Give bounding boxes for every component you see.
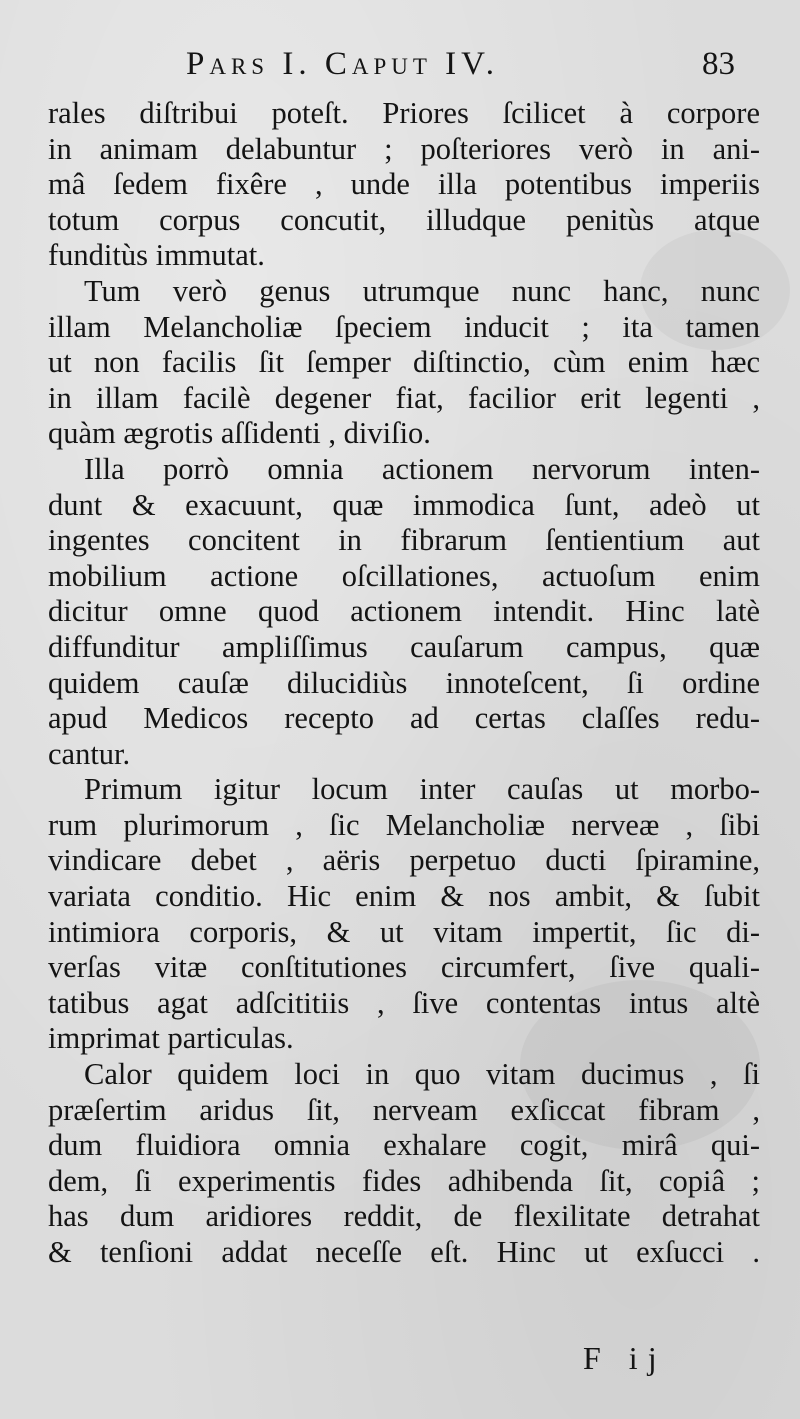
text-line: mâ ſedem fixêre , unde illa potentibus imperiis — [48, 167, 760, 202]
text-line: apud Medicos recepto ad certas claſſes redu- — [48, 701, 760, 736]
text-line: & tenſioni addat neceſſe eſt. Hinc ut exſucci . — [48, 1235, 760, 1269]
running-title: Pars I. Caput IV. — [186, 46, 499, 82]
text-line: vindicare debet , aëris perpetuo ducti ſpiramine, — [48, 843, 760, 878]
body-text — [48, 96, 760, 1271]
text-line: dunt & exacuunt, quæ immodica ſunt, adeò ut — [48, 487, 760, 522]
text-line: quidem cauſæ dilucidiùs innoteſcent, ſi ordine — [48, 665, 760, 700]
page-number: 83 — [702, 46, 735, 82]
page-header — [0, 46, 800, 92]
text-line: dum fluidiora omnia exhalare cogit, mirâ qui- — [48, 1128, 760, 1163]
text-line: diffunditur ampliſſimus cauſarum campus, quæ — [48, 629, 760, 664]
text-line: mobilium actione oſcillationes, actuoſum enim — [48, 558, 760, 593]
signature-mark: F ij — [583, 1340, 667, 1376]
text-line: intimiora corporis, & ut vitam impertit, ſic di- — [48, 914, 760, 949]
text-line: verſas vitæ conſtitutiones circumfert, ſive quali- — [48, 950, 760, 985]
text-line: dicitur omne quod actionem intendit. Hinc latè — [48, 594, 760, 629]
text-line: cantur. — [48, 736, 131, 771]
text-line: dem, ſi experimentis fides adhibenda ſit, copiâ ; — [48, 1163, 760, 1198]
text-line: ut non facilis ſit ſemper diſtinctio, cùm enim hæc — [48, 345, 760, 380]
paragraph-first-line: Primum igitur locum inter cauſas ut morbo- — [84, 772, 760, 807]
paragraph-first-line: Calor quidem loci in quo vitam ducimus , ſi — [84, 1057, 760, 1092]
paragraph-first-line: Tum verò genus utrumque nunc hanc, nunc — [84, 273, 760, 308]
text-line: imprimat particulas. — [48, 1021, 294, 1056]
text-line: in animam delabuntur ; poſteriores verò in ani- — [48, 131, 760, 166]
text-line: rum plurimorum , ſic Melancholiæ nerveæ , ſibi — [48, 807, 760, 842]
text-line: in illam facilè degener fiat, facilior erit legenti , — [48, 380, 760, 415]
text-line: variata conditio. Hic enim & nos ambit, & ſubit — [48, 879, 760, 914]
text-line: quàm ægrotis aſſidenti , diviſio. — [48, 416, 431, 451]
text-line: has dum aridiores reddit, de flexilitate detrahat — [48, 1199, 760, 1234]
text-line: præſertim aridus ſit, nerveam exſiccat fibram , — [48, 1092, 760, 1127]
text-line: tatibus agat adſcititiis , ſive contentas intus altè — [48, 985, 760, 1020]
text-line: totum corpus concutit, illudque penitùs atque — [48, 202, 760, 237]
paragraph-first-line: Illa porrò omnia actionem nervorum inten- — [84, 451, 760, 486]
text-line: funditùs immutat. — [48, 238, 265, 273]
text-line: illam Melancholiæ ſpeciem inducit ; ita tamen — [48, 309, 760, 344]
text-line: ingentes concitent in fibrarum ſentientium aut — [48, 523, 760, 558]
text-line: rales diſtribui poteſt. Priores ſcilicet à corpore — [48, 96, 760, 130]
